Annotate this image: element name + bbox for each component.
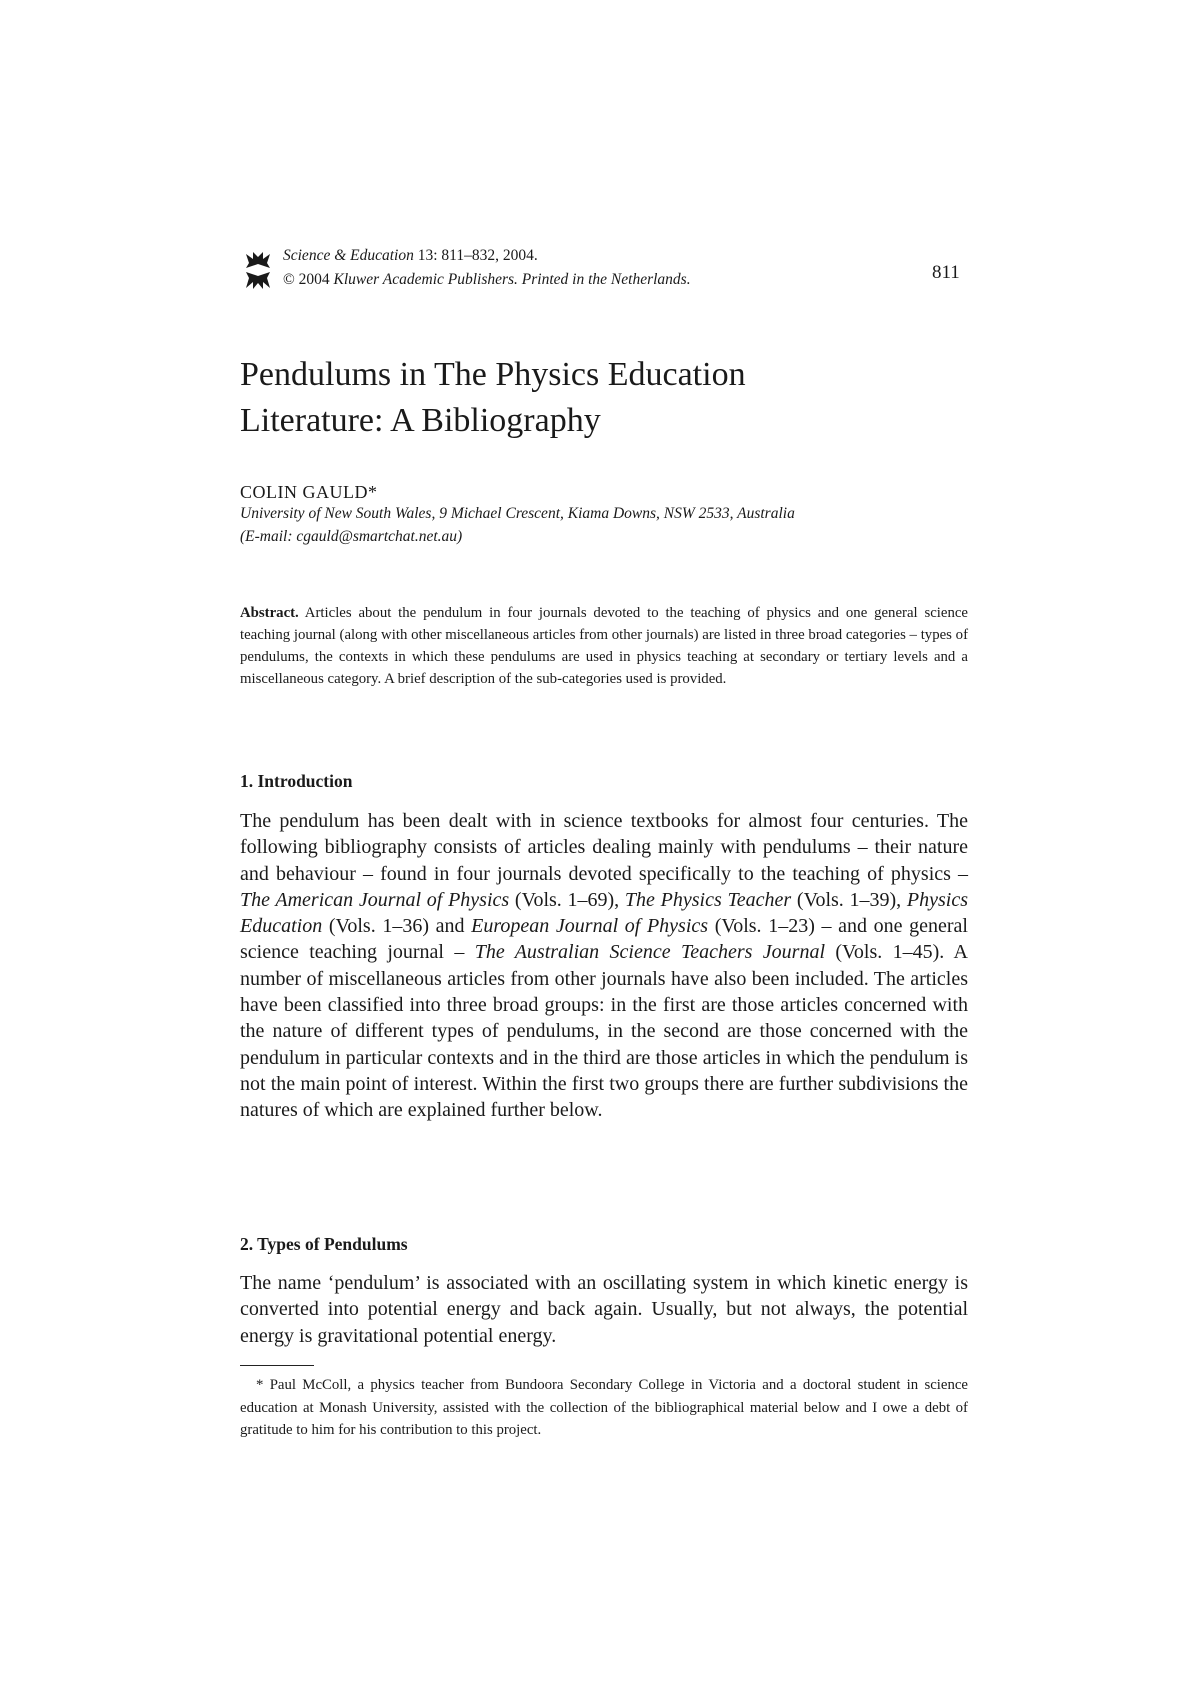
journal-name: Science & Education bbox=[283, 247, 414, 264]
intro-text-4: (Vols. 1–36) and bbox=[322, 915, 472, 938]
intro-text-5: (Vols. 1–23) – and one general science teaching journal – bbox=[240, 915, 968, 964]
intro-text-3: (Vols. 1–39), bbox=[791, 888, 907, 911]
footnote: * Paul McColl, a physics teacher from Bundoora Secondary College in Victoria and a doctoral student in science education at Monash University, assisted with the collection of the bibliographical material below and I owe a debt of gratitude to him for his contribution to this project. bbox=[240, 1377, 968, 1438]
intro-text-2: (Vols. 1–69), bbox=[509, 888, 625, 911]
paper-title bbox=[240, 352, 1000, 444]
title-line-2: Literature: A Bibliography bbox=[240, 402, 601, 439]
introduction-paragraph bbox=[240, 808, 968, 1124]
page-number: 811 bbox=[932, 262, 960, 283]
footnote-divider bbox=[240, 1365, 314, 1366]
intro-text-1: The pendulum has been dealt with in science textbooks for almost four centuries. The following bibliography consists of articles dealing mainly with pendulums – their nature and behaviour – found in four journals devoted specifically to the teaching of physics – bbox=[240, 810, 968, 885]
journal-title-asti: The Australian Science Teachers Journal bbox=[474, 941, 826, 964]
author-email: (E-mail: cgauld@smartchat.net.au) bbox=[240, 528, 463, 545]
types-paragraph: The name ‘pendulum’ is associated with an oscillating system in which kinetic energy is converted into potential energy and back again. Usually, but not always, the potential energy is gravitational potential energy. bbox=[240, 1272, 968, 1347]
journal-title-ajp: The American Journal of Physics bbox=[240, 888, 510, 911]
section-heading-introduction: 1. Introduction bbox=[240, 771, 353, 791]
journal-citation bbox=[283, 246, 538, 266]
copyright-line bbox=[283, 270, 691, 290]
abstract bbox=[240, 602, 968, 690]
journal-volume: 13 bbox=[417, 247, 434, 264]
abstract-text: Articles about the pendulum in four journals devoted to the teaching of physics and one general science teaching journal (along with other miscellaneous articles from other journals) are listed in three broad categories – types of pendulums, the contexts in which these pendulums are used in physics teaching at secondary or tertiary levels and a miscellaneous category. A brief description of the sub-categories used is provided. bbox=[240, 605, 969, 687]
publisher-name: Kluwer Academic Publishers. Printed in the Netherlands. bbox=[333, 271, 691, 288]
abstract-label: Abstract. bbox=[240, 605, 299, 621]
title-line-1: Pendulums in The Physics Education bbox=[240, 356, 746, 393]
intro-text-6: (Vols. 1–45). A number of miscellaneous articles from other journals have also been included. The articles have been classified into three broad groups: in the first are those articles concerned with the nature of different types of pendulums, in the second are those concerned with the pendulum in particular contexts and in the third are those articles in which the pendulum is not the main point of interest. Within the first two groups there are further subdivisions the natures of which are explained further below. bbox=[240, 941, 968, 1122]
journal-title-tpt: The Physics Teacher bbox=[624, 888, 792, 911]
journal-title-ejp: European Journal of Physics bbox=[471, 915, 709, 938]
publisher-logo-icon bbox=[245, 250, 271, 290]
author-name: COLIN GAULD* bbox=[240, 482, 378, 502]
author-affiliation: University of New South Wales, 9 Michael Crescent, Kiama Downs, NSW 2533, Australia bbox=[240, 505, 795, 522]
journal-title-pe: Physics Education bbox=[240, 888, 969, 938]
copyright-notice: © 2004 bbox=[283, 271, 330, 288]
section-heading-types: 2. Types of Pendulums bbox=[240, 1234, 408, 1254]
journal-pages: : 811–832, 2004. bbox=[433, 247, 538, 264]
